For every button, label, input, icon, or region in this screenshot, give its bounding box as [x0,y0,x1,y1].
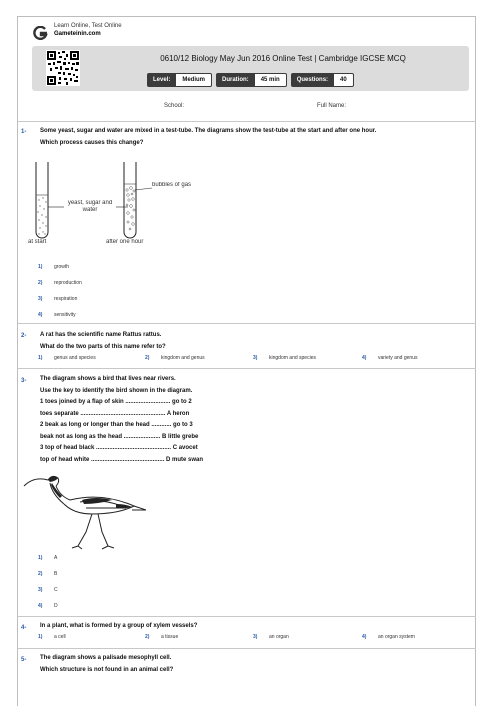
answer-option[interactable] [38,555,57,561]
answer-option[interactable] [253,355,316,361]
answer-option[interactable] [38,264,69,270]
answer-option[interactable] [38,587,58,593]
brand-site[interactable]: Gameteinin.com [54,31,101,37]
question-line: 2 beak as long or longer than the head ............ go to 3 [40,422,193,428]
answer-option[interactable] [253,634,289,640]
figure-label-contents: yeast, sugar and water [67,200,113,213]
question-line: beak not as long as the head ...................... B little grebe [40,433,199,440]
option-text: C [54,587,58,593]
question-text [40,374,203,466]
option-number: 2) [145,634,150,640]
figure-caption-after: after one hour [106,239,144,245]
question-number: 5- [21,657,27,663]
divider [17,368,476,369]
option-text: D [54,603,58,609]
option-number: 4) [362,634,367,640]
divider [17,648,476,649]
answer-option[interactable] [38,603,58,609]
question-number: 1- [21,129,27,135]
option-number: 1) [38,634,43,640]
option-number: 2) [38,280,43,286]
brand-tagline: Learn Online, Test Online [54,23,122,29]
question-line: Some yeast, sugar and water are mixed in a test-tube. The diagrams show the test-tube at the start and after one hour. [40,128,377,134]
option-number: 2) [145,355,150,361]
answer-option[interactable] [145,634,178,640]
divider [17,121,476,122]
option-number: 4) [362,355,367,361]
option-text: an organ system [378,634,415,640]
option-text: reproduction [54,280,82,286]
brand-header [32,22,122,42]
qr-code-icon [46,50,80,86]
option-text: genus and species [54,355,96,361]
questions-badge [291,73,354,87]
answer-option[interactable] [362,355,417,361]
duration-value: 45 min [255,73,287,87]
duration-label: Duration: [216,73,255,87]
duration-badge [216,73,287,87]
option-text: kingdom and species [269,355,316,361]
option-text: A [54,555,58,561]
question-line: toes separate ................................................... A heron [40,410,190,417]
option-text: variety and genus [378,355,418,361]
exam-header-panel [32,46,469,91]
question-number: 2- [21,333,27,339]
school-label: School: [164,103,185,109]
page-border [17,16,476,706]
bird-diagram [22,470,152,550]
question-line: Use the key to identify the bird shown in the diagram. [40,387,193,394]
brand-logo-icon [32,26,48,40]
question-line: Which structure is not found in an animal cell? [40,666,174,673]
question-text [40,330,166,353]
level-badge [147,73,212,87]
exam-badges [147,73,354,87]
option-number: 1) [38,264,43,270]
option-number: 1) [38,355,43,361]
figure-caption-start: at start [28,239,47,245]
level-label: Level: [147,73,176,87]
divider [17,616,476,617]
option-text: growth [54,264,70,270]
answer-option[interactable] [38,571,57,577]
answer-option[interactable] [145,355,205,361]
questions-label: Questions: [291,73,334,87]
figure-label-bubbles: bubbles of gas [152,182,192,188]
question-number: 3- [21,378,27,384]
question-line: top of head white ............................................ D mute swan [40,456,204,463]
answer-option[interactable] [38,634,66,640]
option-number: 3) [253,355,258,361]
questions-value: 40 [334,73,354,87]
option-text: an organ [269,634,289,640]
question-line: A rat has the scientific name Rattus rattus. [40,332,162,338]
option-number: 4) [38,312,43,318]
answer-option[interactable] [38,355,96,361]
option-text: sensitivity [54,312,76,318]
question-line: The diagram shows a palisade mesophyll cell. [40,655,172,661]
divider [17,323,476,324]
option-text: a tissue [161,634,179,640]
question-line: What do the two parts of this name refer to? [40,343,166,350]
question-line: 3 top of head black ............................................. C avocet [40,445,198,451]
option-text: kingdom and genus [161,355,205,361]
option-number: 2) [38,571,43,577]
option-number: 3) [253,634,258,640]
option-number: 1) [38,555,43,561]
question-text [40,653,173,676]
option-text: respiration [54,296,78,302]
option-text: a cell [54,634,66,640]
option-text: B [54,571,58,577]
option-number: 4) [38,603,43,609]
answer-option[interactable] [38,280,82,286]
exam-title: 0610/12 Biology May Jun 2016 Online Test | Cambridge IGCSE MCQ [160,54,406,63]
option-number: 3) [38,296,43,302]
question-text [40,126,376,149]
answer-option[interactable] [38,312,76,318]
full-name-label: Full Name: [317,103,347,109]
test-tube-diagram [28,160,192,252]
answer-option[interactable] [38,296,77,302]
question-text [40,621,197,633]
question-line: The diagram shows a bird that lives near rivers. [40,376,176,382]
level-value: Medium [176,73,212,87]
question-line: Which process causes this change? [40,139,144,146]
question-line: In a plant, what is formed by a group of xylem vessels? [40,623,198,629]
option-number: 3) [38,587,43,593]
answer-option[interactable] [362,634,415,640]
question-line: 1 toes joined by a flap of skin ........................... go to 2 [40,399,192,405]
question-number: 4- [21,625,27,631]
